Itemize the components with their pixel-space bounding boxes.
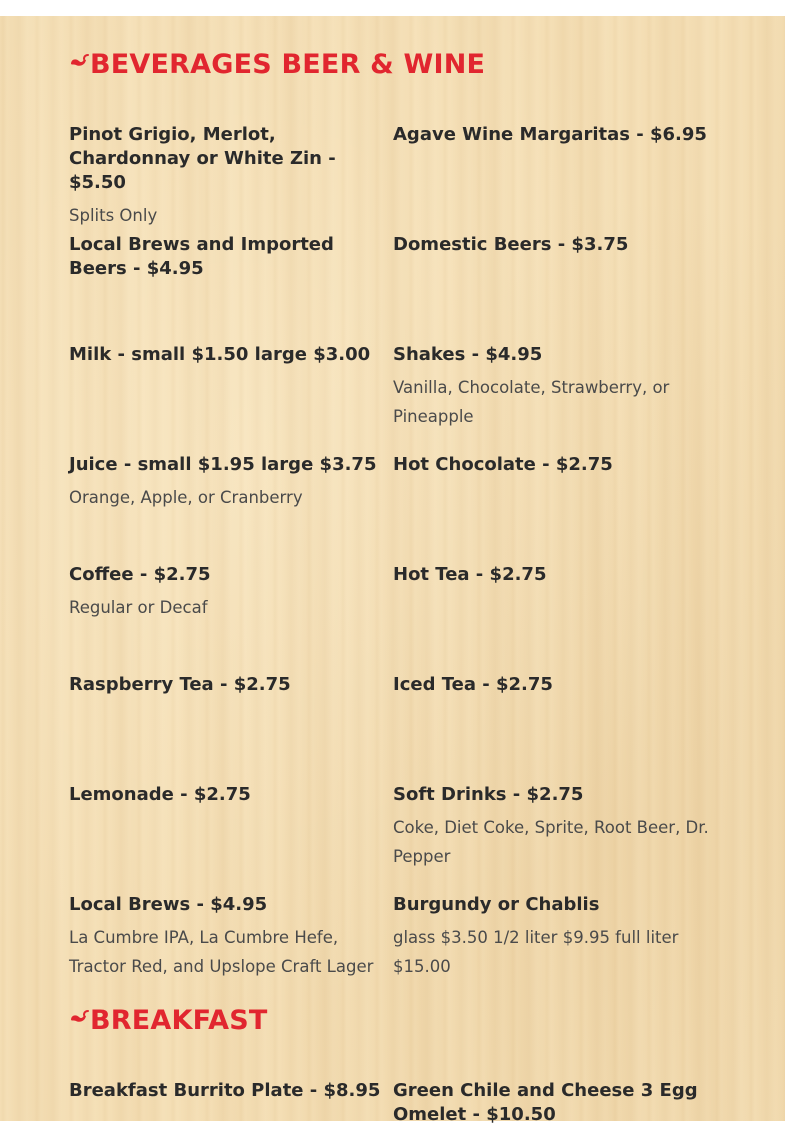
menu-item-domestic-beers xyxy=(393,233,711,257)
menu-item-title: Burgundy or Chablis xyxy=(393,894,600,915)
menu-item-title: Milk - small $1.50 large $3.00 xyxy=(69,344,371,365)
chile-pepper-icon xyxy=(69,1009,90,1026)
menu-item-title: Local Brews and Imported Beers - $4.95 xyxy=(69,234,334,279)
menu-item-title: Breakfast Burrito Plate - $8.95 xyxy=(69,1080,381,1101)
menu-item-green-chile-omelet xyxy=(393,1079,711,1127)
menu-item-title: Lemonade - $2.75 xyxy=(69,784,251,805)
section-title-text: BREAKFAST xyxy=(90,1005,268,1036)
chile-pepper-icon xyxy=(69,53,90,70)
menu-item-title: Agave Wine Margaritas - $6.95 xyxy=(393,124,707,145)
menu-item-title: Coffee - $2.75 xyxy=(69,564,211,585)
menu-item-title: Domestic Beers - $3.75 xyxy=(393,234,629,255)
menu-item-pinot-grigio xyxy=(69,123,387,230)
menu-item-title: Juice - small $1.95 large $3.75 xyxy=(69,454,377,475)
menu-item-lemonade xyxy=(69,783,387,807)
menu-item-raspberry-tea xyxy=(69,673,387,697)
menu-item-local-brews xyxy=(69,893,387,981)
menu-item-desc: Splits Only xyxy=(69,206,158,225)
menu-item-local-imported-beers xyxy=(69,233,387,281)
section-title-breakfast xyxy=(69,1005,268,1037)
menu-item-desc: Orange, Apple, or Cranberry xyxy=(69,488,303,507)
menu-item-title: Local Brews - $4.95 xyxy=(69,894,268,915)
top-strip xyxy=(0,0,785,16)
menu-item-title: Hot Chocolate - $2.75 xyxy=(393,454,613,475)
menu-item-shakes xyxy=(393,343,711,431)
menu-item-desc: glass $3.50 1/2 liter $9.95 full liter $15.00 xyxy=(393,928,679,976)
menu-item-desc: Regular or Decaf xyxy=(69,598,208,617)
menu-item-title: Soft Drinks - $2.75 xyxy=(393,784,584,805)
menu-item-agave-margaritas xyxy=(393,123,711,147)
menu-item-title: Green Chile and Cheese 3 Egg Omelet - $10.50 xyxy=(393,1080,698,1125)
menu-item-juice xyxy=(69,453,387,512)
menu-item-hot-tea xyxy=(393,563,711,587)
menu-item-desc: La Cumbre IPA, La Cumbre Hefe, Tractor Red, and Upslope Craft Lager xyxy=(69,928,374,976)
menu-item-title: Iced Tea - $2.75 xyxy=(393,674,553,695)
section-title-text: BEVERAGES BEER & WINE xyxy=(90,49,486,80)
section-title-beverages xyxy=(69,49,485,81)
menu-item-title: Hot Tea - $2.75 xyxy=(393,564,547,585)
menu-item-desc: Coke, Diet Coke, Sprite, Root Beer, Dr. Pepper xyxy=(393,818,709,866)
menu-item-desc: Vanilla, Chocolate, Strawberry, or Pineapple xyxy=(393,378,670,426)
menu-item-burgundy-chablis xyxy=(393,893,711,981)
menu-item-breakfast-burrito xyxy=(69,1079,387,1103)
menu-item-iced-tea xyxy=(393,673,711,697)
menu-item-coffee xyxy=(69,563,387,622)
menu-item-hot-chocolate xyxy=(393,453,711,477)
menu-item-milk xyxy=(69,343,387,367)
menu-item-soft-drinks xyxy=(393,783,711,871)
menu-item-title: Shakes - $4.95 xyxy=(393,344,543,365)
menu-item-title: Raspberry Tea - $2.75 xyxy=(69,674,291,695)
menu-item-title: Pinot Grigio, Merlot, Chardonnay or White Zin - $5.50 xyxy=(69,124,336,193)
